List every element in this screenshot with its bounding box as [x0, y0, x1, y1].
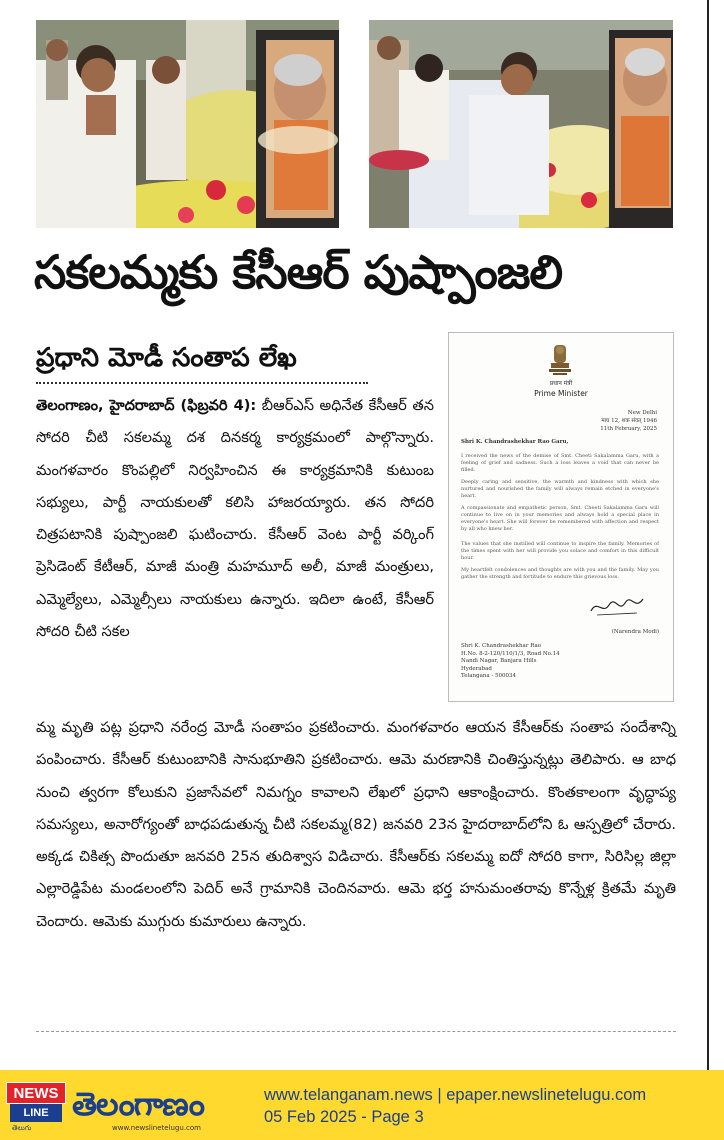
letter-signatory: (Narendra Modi) — [611, 629, 659, 635]
brand-url[interactable]: www.newslinetelugu.com — [112, 1124, 201, 1132]
subheadline: ప్రధాని మోడీ సంతాప లేఖ — [36, 338, 368, 384]
address-line: Telangana - 500034 — [461, 673, 517, 679]
headline: సకలమ్మకు కేసీఆర్ పుష్పాంజలి — [34, 245, 563, 299]
photo-kcr-tribute — [36, 20, 339, 228]
dateline: తెలంగాణం, హైదరాబాద్ (ఫిబ్రవరి 4): — [36, 397, 257, 414]
photo-ktr-tribute — [369, 20, 673, 228]
letter-place: New Delhi — [627, 410, 657, 416]
newsline-logo[interactable] — [6, 1082, 66, 1132]
letter-dateblock — [600, 409, 657, 433]
letter-paragraph: I received the news of the demise of Smt. Cheeti Sakalamma Garu, with a feeling of grief and sadness. Such a loss leaves a void that can never be filled. — [461, 453, 659, 473]
article-body-wide: మ్మ మృతి పట్ల ప్రధాని నరేంద్ర మోడీ సంతాపం ప్రకటించారు. మంగళవారం ఆయన కేసీఆర్‌కు సంతాప సందేశాన్ని పంపించారు. కేసీఆర్ కుటుంబానికి సానుభూతిని ప్రకటించారు. ఆమె మరణానికి చింతిస్తున్నట్లు తెలిపారు. ఆ బాధ నుంచి త్వరగా కోలుకుని ప్రజాసేవలో నిమగ్నం కావాలని లేఖలో ప్రధాని ఆకాంక్షించారు. కొంతకాలంగా వృద్ధాప్య సమస్యలు, అనారోగ్యంతో బాధపడుతున్న చీటి సకలమ్మ(82) జనవరి 23న హైదరాబాద్‌లోని ఓ ఆస్పత్రిలో చేరారు. అక్కడ చికిత్స పొందుతూ జనవరి 25న తుదిశ్వాస విడిచారు. కేసీఆర్‌కు సకలమ్మ ఐదో సోదరి కాగా, సిరిసిల్ల జిల్లా ఎల్లారెడ్డిపేట మండలంలోని పెదిర్ అనే గ్రామానికి చెందినవారు. ఆమె భర్త హనుమంతరావు కొన్నేళ్ల క్రితమే మృతి చెందారు. ఆమెకు ముగ్గురు కుమారులు ఉన్నారు. — [36, 719, 676, 930]
logo-news-text: NEWS — [6, 1082, 66, 1104]
address-line: Hyderabad — [461, 665, 492, 672]
letter-paragraph: A compassionate and empathetic person, Smt. Cheeti Sakalamma Garu will continue to live on in your memories and always hold a special place in everyone's heart. She will forever be remembered with affection and respect by all who knew her. — [461, 505, 659, 532]
footer-bar — [0, 1070, 724, 1140]
signature-icon — [587, 595, 647, 619]
letter-title: Prime Minister — [534, 389, 588, 398]
body-text-part1: బీఆర్‌ఎస్ అధినేత కేసీఆర్ తన సోదరి చీటి సకలమ్మ దశ దినకర్మ కార్యక్రమంలో పాల్గొన్నారు. మంగళవారం కొంపల్లిలో నిర్వహించిన ఈ కార్యక్రమానికి కుటుంబ సభ్యులు, పార్టీ నాయకులతో కలిసి హాజరయ్యారు. తన సోదరి చిత్రపటానికి పుష్పాంజలి ఘటించారు. కేసీఆర్ వెంట పార్టీ వర్కింగ్ ప్రెసిడెంట్ కేటీఆర్, మాజీ మంత్రి మహమూద్ అలీ, మాజీ మంత్రులు, ఎమ్మెల్యేలు, ఎమ్మెల్సీలు నాయకులు ఉన్నారు. ఇదిలా ఉంటే, కేసీఆర్ సోదరి చీటి సకల — [36, 397, 434, 641]
article-end-divider — [36, 1031, 676, 1032]
national-emblem-icon — [545, 343, 575, 379]
address-line: Nandi Nagar, Banjara Hills — [461, 658, 537, 664]
footer-date-page: 05 Feb 2025 - Page 3 — [264, 1108, 424, 1126]
pm-condolence-letter — [448, 332, 674, 702]
letter-date: 11th February, 2025 — [600, 426, 657, 432]
address-line: H.No. 8-2-120/110/1/3, Road No.14 — [461, 650, 560, 657]
letter-hindi-title: प्रधान मंत्री — [549, 380, 573, 387]
address-line: Shri K. Chandrashekhar Rao — [461, 643, 542, 649]
letter-salutation: Shri K. Chandrashekhar Rao Garu, — [461, 439, 569, 445]
letter-paragraph: The values that she instilled will continue to inspire the family. Memories of the times spent with her will provide you solace and comfort in this difficult hour. — [461, 541, 659, 561]
page-edge-rule — [707, 0, 709, 1070]
letter-paragraph: My heartfelt condolences and thoughts are with you and the family. May you gather the strength and fortitude to endure this grievous loss. — [461, 567, 659, 580]
footer-urls[interactable]: www.telanganam.news | epaper.newslinetelugu.com — [264, 1086, 647, 1104]
letter-address — [461, 643, 560, 681]
letter-paragraph: Deeply caring and sensitive, the warmth and kindness with which she nurtured and nourished the family will always remain etched in everyone's heart. — [461, 479, 659, 499]
article-body-narrow — [36, 390, 434, 720]
brand-name[interactable]: తెలంగాణం — [72, 1085, 204, 1123]
logo-line-text: LINE — [10, 1104, 62, 1122]
letter-date-hindi: माघ 12, शक संवत् 1946 — [601, 418, 657, 424]
logo-sub-text: తెలుగు — [12, 1124, 32, 1132]
